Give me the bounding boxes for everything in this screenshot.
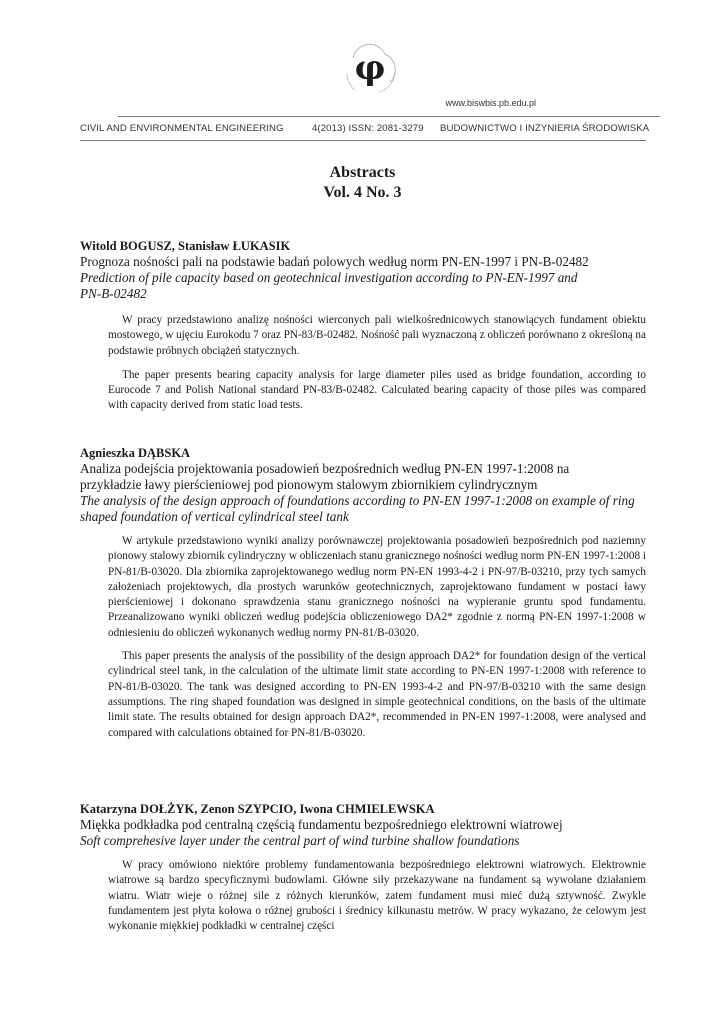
abstract-text-en: This paper presents the analysis of the possibility of the design approach DA2* for foundation design of the vertical cylindrical steel tank, in the calculation of the ultimate limit state according to PN-EN 1997-1:2008 with reference to PN-81/B-03020. The tank was designed according to PN-EN 1993-4-2 and PN-97/B-03210 with the same design assumptions. The ring shaped foundation was designed in simple geotechnical conditions, on the basis of the ultimate limit state. The results obtained for design approach DA2*, recommended in PN-EN 1997-1:2008, were analysed and compared with calculations obtained for PN-81/B-03020.	[108, 650, 646, 739]
abstract-text-pl: W artykule przedstawiono wyniki analizy porównawczej projektowania posadowień bezpośrednich pod naziemny pionowy stalowy zbiornik cylindryczny w obliczeniach stanu granicznego nośności według norm PN-EN 1997-1:2008 i PN-81/B-03020. Dla zbiornika zaprojektowanego według norm PN-EN 1993-4-2 i PN-97/B-03210, przy tych samych założeniach projektowych, dla prostych warunków geotechnicznych, zaprojektowano fundament w postaci ławy pierścieniowej i dokonano sprawdzenia stanu granicznego nośności na wypieranie gruntu spod fundamentu. Przeanalizowano wyniki obliczeń według podejścia obliczeniowego DA2* zgodnie z normą PN-EN 1997-1:2008 w odniesieniu do obliczeń wykonanych według normy PN-81/B-03020.	[108, 535, 646, 639]
abstract-title-en: The analysis of the design approach of foundations according to PN-EN 1997-1:2008 on example of ring shaped foundation of vertical cylindrical steel tank	[80, 493, 635, 524]
header-rule-bottom	[80, 140, 646, 141]
abstract-text-pl: W pracy przedstawiono analizę nośności wierconych pali wielkośrednicowych stanowiących fundament obiektu mostowego, w ujęciu Eurokodu 7 oraz PN-83/B-02482. Nośność pali wyznaczoną z obliczeń porównano z określoną na podstawie próbnych obciążeń statycznych.	[108, 314, 646, 357]
abstract-text-pl: W pracy omówiono niektóre problemy fundamentowania bezpośredniego elektrowni wiatrowych. Elektrownie wiatrowe są bardzo specyficznymi budowlami. Główne siły przekazywane na fundament są wywołane działaniem wiatru. Wiatr wieje o różnej sile z różnych kierunków, zatem fundament musi mieć dużą sztywność. Zwykle fundamentem jest płyta kołowa o różnej grubości i średnicy kilkunastu metrów. W pracy wykazano, że celowym jest wykonanie miękkiej podkładki w centralnej części	[108, 859, 646, 933]
abstract-title-pl: Analiza podejścia projektowania posadowień bezpośrednich według PN-EN 1997-1:2008 na przykładzie ławy pierścieniowej pod pionowym stalowym zbiornikiem cylindrycznym	[80, 461, 570, 492]
page-title: Abstracts	[329, 164, 396, 181]
journal-name-en: CIVIL AND ENVIRONMENTAL ENGINEERING	[80, 123, 284, 134]
abstract-title-pl: Prognoza nośności pali na podstawie badań polowych według norm PN-EN-1997 i PN-B-02482	[80, 254, 589, 269]
volume-title: Vol. 4 No. 3	[323, 184, 402, 201]
abstract-title-en: Soft comprehesive layer under the central part of wind turbine shallow foundations	[80, 833, 520, 848]
abstract-title-en: Prediction of pile capacity based on geotechnical investigation according to PN-EN-1997 and PN-B-02482	[80, 270, 578, 301]
journal-name-pl: BUDOWNICTWO I INŻYNIERIA ŚRODOWISKA	[440, 123, 650, 134]
journal-issue: 4(2013) ISSN: 2081-3279	[312, 123, 424, 134]
site-url[interactable]: www.biswbis.pb.edu.pl	[445, 98, 536, 108]
abstract-authors: Katarzyna DOŁŻYK, Zenon SZYPCIO, Iwona CHMIELEWSKA	[80, 802, 435, 816]
svg-text:φ: φ	[354, 48, 386, 88]
abstract-authors: Witold BOGUSZ, Stanisław ŁUKASIK	[80, 239, 291, 253]
abstract-title-pl: Miękka podkładka pod centralną częścią fundamentu bezpośredniego elektrowni wiatrowej	[80, 817, 563, 832]
biswbis-logo-icon	[335, 44, 405, 102]
journal-logo	[335, 44, 405, 102]
abstract-authors: Agnieszka DĄBSKA	[80, 446, 191, 460]
abstract-text-en: The paper presents bearing capacity analysis for large diameter piles used as bridge foundation, according to Eurocode 7 and Polish National standard PN-83/B-02482. Calculated bearing capacity of those piles was compared with capacity derived from static load tests.	[108, 368, 646, 412]
abstract-1	[80, 238, 646, 414]
abstract-2	[80, 445, 646, 741]
header-rule-top	[118, 116, 660, 117]
abstract-3	[80, 801, 646, 934]
